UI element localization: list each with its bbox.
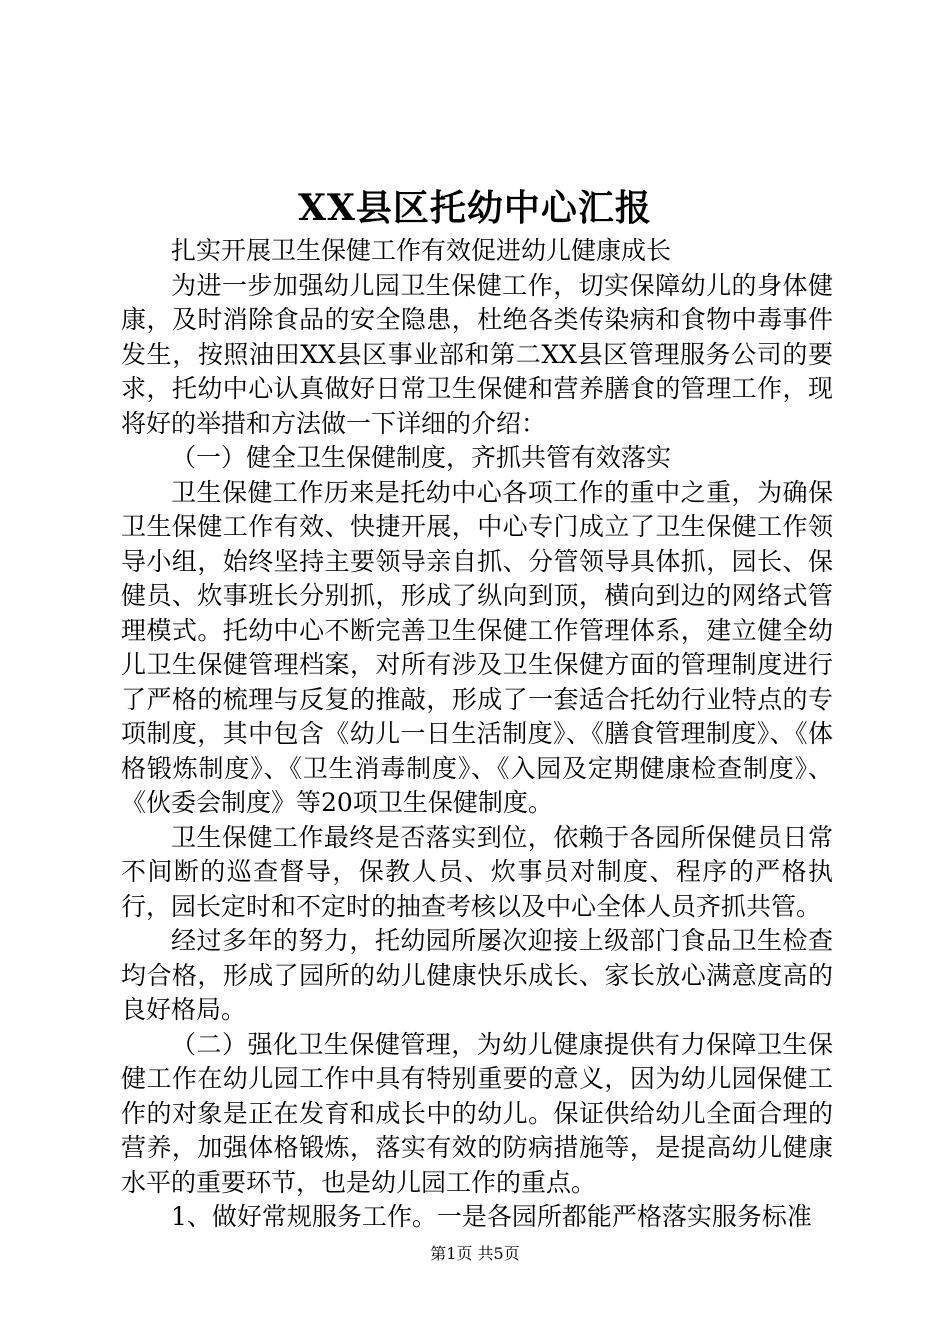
page-footer: 第1页 共5页	[430, 1244, 520, 1263]
paragraph-system: 卫生保健工作历来是托幼中心各项工作的重中之重，为确保卫生保健工作有效、快捷开展，中心专门成立了卫生保健工作领导小组，始终坚持主要领导亲自抓、分管领导具体抓，园长、保健员、炊事班长分别抓，形成了纵向到顶，横向到边的网络式管理模式。托幼中心不断完善卫生保健工作管理体系，建立健全幼儿卫生保健管理档案，对所有涉及卫生保健方面的管理制度进行了严格的梳理与反复的推敲，形成了一套适合托幼行业特点的专项制度，其中包含《幼儿一日生活制度》、《膳食管理制度》、《体格锻炼制度》、《卫生消毒制度》、《入园及定期健康检查制度》、《伙委会制度》等20项卫生保健制度。	[121, 477, 833, 817]
section-heading-1: （一）健全卫生保健制度，齐抓共管有效落实	[171, 443, 672, 472]
document-body	[121, 234, 833, 1235]
section-heading-2: （二）强化卫生保健管理，为幼儿健康提供有力保障卫生保健工作在幼儿园工作中具有特别重要的意义，因为幼儿园保健工作的对象是正在发育和成长中的幼儿。保证供给幼儿全面合理的营养，加强体格锻炼，落实有效的防病措施等，是提高幼儿健康水平的重要环节，也是幼儿园工作的重点。	[121, 1029, 833, 1197]
paragraph-intro: 为进一步加强幼儿园卫生保健工作，切实保障幼儿的身体健康，及时消除食品的安全隐患，杜绝各类传染病和食物中毒事件发生，按照油田XX县区事业部和第二XX县区管理服务公司的要求，托幼中心认真做好日常卫生保健和营养膳食的管理工作，现将好的举措和方法做一下详细的介绍：	[121, 270, 833, 438]
document-subtitle: 扎实开展卫生保健工作有效促进幼儿健康成长	[171, 236, 672, 265]
document-title: XX县区托幼中心汇报	[298, 187, 652, 229]
paragraph-implementation: 卫生保健工作最终是否落实到位，依赖于各园所保健员日常不间断的巡查督导，保教人员、炊事员对制度、程序的严格执行，园长定时和不定时的抽查考核以及中心全体人员齐抓共管。	[121, 822, 833, 921]
paragraph-results: 经过多年的努力，托幼园所屡次迎接上级部门食品卫生检查均合格，形成了园所的幼儿健康快乐成长、家长放心满意度高的良好格局。	[121, 926, 833, 1024]
paragraph-routine-service: 1、做好常规服务工作。一是各园所都能严格落实服务标准	[171, 1202, 812, 1231]
